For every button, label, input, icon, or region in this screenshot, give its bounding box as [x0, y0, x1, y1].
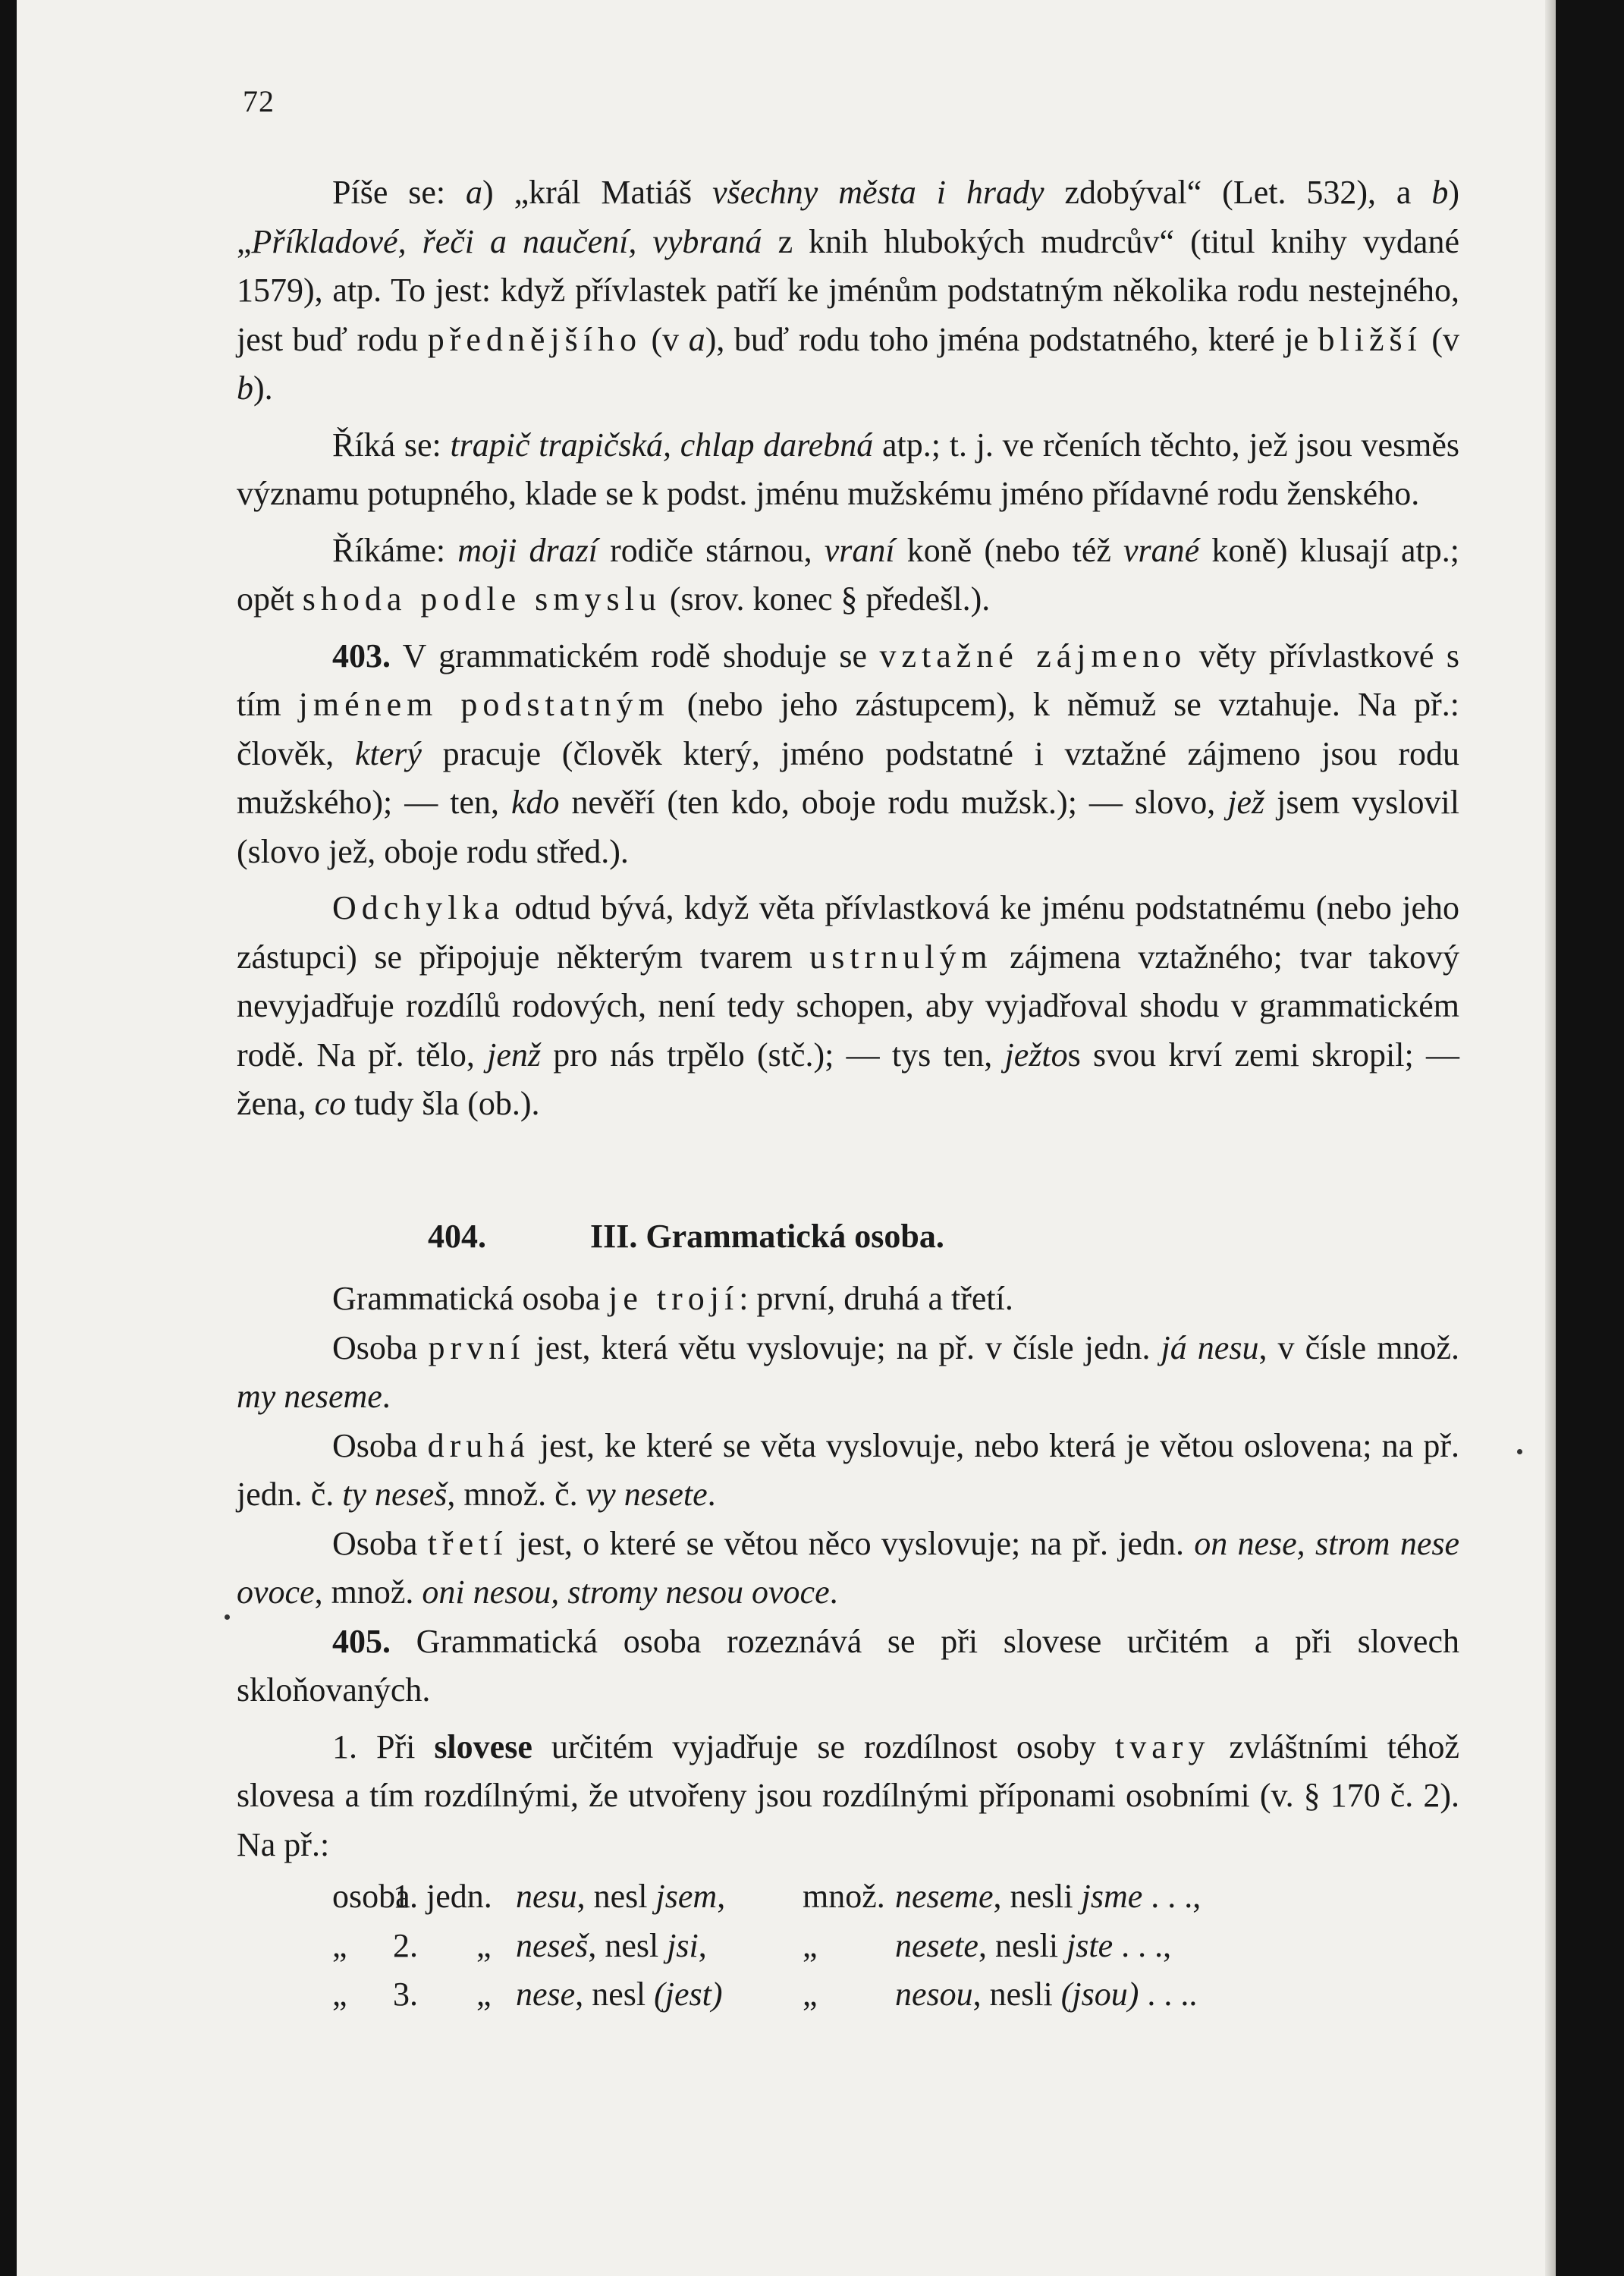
scan-border-right [1556, 0, 1624, 2276]
page-body [237, 168, 1459, 2020]
paragraph-osoba-treti: Osoba třetí jest, o které se větou něco vyslovuje; na př. jedn. on nese, strom nese ovoce, množ. oni nesou, stromy nesou ovoce. [237, 1524, 1460, 1611]
conjugation-table [332, 1872, 1459, 2020]
page-number: 72 [243, 84, 275, 118]
section-number: 404. [428, 1217, 486, 1255]
paragraph-trojí: Grammatická osoba je trojí: první, druhá a třetí. [332, 1280, 1013, 1317]
paragraph-osoba-prvni: Osoba první jest, která větu vyslovuje; na př. v čísle jedn. já nesu, v čísle množ. my neseme. [237, 1328, 1459, 1415]
print-speck [225, 1614, 230, 1620]
section-number: 403. [332, 637, 391, 674]
section-title: III. Grammatická osoba. [590, 1217, 944, 1255]
conjugation-row: „ 2. „ neseš, nesl jsi, „ nesete, nesli jste . . ., [332, 1926, 1172, 1964]
scan-page-edge [1545, 0, 1556, 2276]
section-405: 405. Grammatická osoba rozeznává se při slovese určitém a při slovech skloňovaných. [237, 1622, 1459, 1709]
paragraph-osoba-druha: Osoba druhá jest, ke které se věta vyslovuje, nebo která je větou oslovena; na př. jedn. č. ty neseš, množ. č. vy nesete. [237, 1426, 1459, 1513]
paragraph-adjective-agreement: Píše se: a) „král Matiáš všechny města i hrady zdobýval“ (Let. 532), a b) „Příkladové, řeči a naučení, vybraná z knih hlubokých mudrcův“ (titul knihy vydané 1579), atp. To jest: když přívlastek patří ke jménům podstatným několika rodu nestejného, jest buď rodu přednějšího (v a), buď rodu toho jména podstatného, které je bližší (v b). [237, 174, 1460, 407]
conjugation-row: „ 3. „ nese, nesl (jest) „ nesou, nesli (jsou) . . .. [332, 1976, 1198, 2013]
paragraph-trapic: Říká se: trapič trapičská, chlap darebná atp.; t. j. ve rčeních těchto, jež jsou vesměs významu potupného, klade se k podst. jménu mužskému jméno přídavné rodu ženského. [237, 426, 1459, 512]
paragraph-rikame: Říkáme: moji drazí rodiče stárnou, vraní koně (nebo též vrané koně) klusají atp.; opět shoda podle smyslu (srov. konec § předešl.). [237, 531, 1459, 618]
paragraph-odchylka: Odchylka odtud bývá, když věta přívlastková ke jménu podstatnému (nebo jeho zástupci) se připojuje některým tvarem ustrnulým zájmena vztažného; tvar takový nevyjadřuje rozdílů rodových, není tedy schopen, aby vyjadřoval shodu v grammatickém rodě. Na př. tělo, jenž pro nás trpělo (stč.); — tys ten, ježtos svou krví zemi skropil; — žena, co tudy šla (ob.). [237, 889, 1459, 1122]
paragraph-405-1: 1. Při slovese určitém vyjadřuje se rozdílnost osoby tvary zvláštními téhož slovesa a tím rozdílnými, že utvořeny jsou rozdílnými příponami osobními (v. § 170 č. 2). Na př.: [237, 1727, 1459, 1863]
section-number: 405. [332, 1622, 391, 1660]
section-403: 403. V grammatickém rodě shoduje se vztažné zájmeno věty přívlastkové s tím jménem podstatným (nebo jeho zástupcem), k němuž se vztahuje. Na př.: člověk, který pracuje (člověk který, jméno podstatné i vztažné zájmeno jsou rodu mužského); — ten, kdo nevěří (ten kdo, oboje rodu mužsk.); — slovo, jež jsem vyslovil (slovo jež, oboje rodu střed.). [237, 637, 1459, 870]
conjugation-row: osoba 1. jedn. nesu, nesl jsem, množ. neseme, nesli jsme . . ., [332, 1878, 1202, 1915]
section-heading-404 [237, 1212, 1459, 1262]
print-speck [1517, 1449, 1522, 1454]
scan-border-left [0, 0, 17, 2276]
